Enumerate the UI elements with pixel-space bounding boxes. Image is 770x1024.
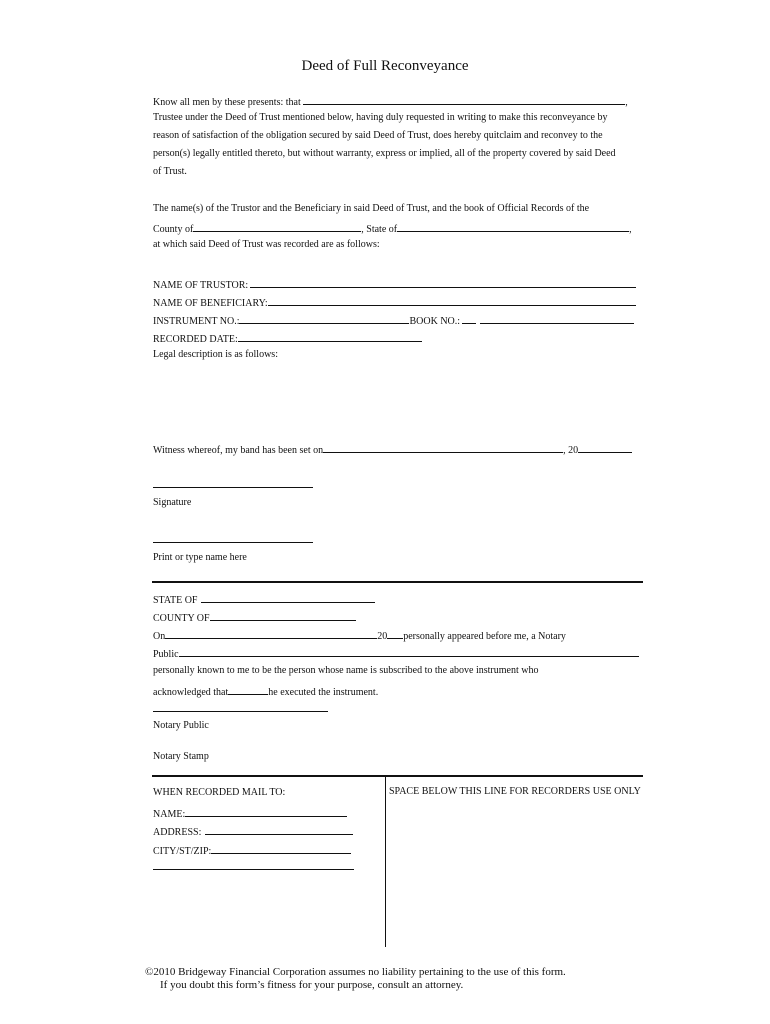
notary-public-line: Public xyxy=(153,646,639,661)
instrument-field: INSTRUMENT NO.: BOOK NO.: xyxy=(153,313,634,328)
notary-date-blank[interactable] xyxy=(165,628,377,639)
notary-county-field: COUNTY OF xyxy=(153,610,356,625)
signature-label: Signature xyxy=(153,497,192,508)
state-blank[interactable] xyxy=(397,221,629,232)
footer-advice: If you doubt this form’s fitness for your purpose, consult an attorney. xyxy=(160,979,464,991)
recorded-date-blank[interactable] xyxy=(238,331,422,342)
witness-date-blank[interactable] xyxy=(323,442,563,453)
intro-line-1: Know all men by these presents: that , xyxy=(153,94,628,109)
mail-name-field: NAME: xyxy=(153,806,347,821)
trustee-name-blank[interactable] xyxy=(303,94,625,105)
notary-state-field: STATE OF xyxy=(153,592,375,607)
recorder-use-label: SPACE BELOW THIS LINE FOR RECORDERS USE ONLY xyxy=(389,786,641,797)
notary-signature-line[interactable] xyxy=(153,711,328,712)
intro-line-3: reason of satisfaction of the obligation secured by said Deed of Trust, does hereby quitclaim and reconvey to the xyxy=(153,130,603,141)
signature-line[interactable] xyxy=(153,487,313,488)
names-line-1: The name(s) of the Trustor and the Beneficiary in said Deed of Trust, and the book of Official Records of the xyxy=(153,203,590,214)
column-divider xyxy=(385,777,386,947)
section-divider xyxy=(152,581,643,583)
notary-known-line: personally known to me to be the person whose name is subscribed to the above instrument who xyxy=(153,665,539,676)
recorded-date-field: RECORDED DATE: xyxy=(153,331,422,346)
names-line-3: at which said Deed of Trust was recorded are as follows: xyxy=(153,239,380,250)
witness-year-blank[interactable] xyxy=(578,442,632,453)
mail-name-blank[interactable] xyxy=(185,806,347,817)
notary-ack-line: acknowledged that he executed the instrument. xyxy=(153,684,378,699)
notary-year-blank[interactable] xyxy=(387,628,403,639)
ack-blank[interactable] xyxy=(228,684,268,695)
mail-city-blank[interactable] xyxy=(211,843,351,854)
notary-public-blank[interactable] xyxy=(179,646,639,657)
names-line-2: County of , State of , xyxy=(153,221,632,236)
notary-county-blank[interactable] xyxy=(210,610,356,621)
intro-line-5: of Trust. xyxy=(153,166,187,177)
legal-description-label: Legal description is as follows: xyxy=(153,349,278,360)
trustor-blank[interactable] xyxy=(250,277,636,288)
book-blank[interactable] xyxy=(480,313,634,324)
printed-name-line[interactable] xyxy=(153,542,313,543)
mail-heading: WHEN RECORDED MAIL TO: xyxy=(153,787,286,798)
trustor-field: NAME OF TRUSTOR: xyxy=(153,277,636,292)
document-title: Deed of Full Reconveyance xyxy=(301,58,469,74)
notary-on-line: On 20 personally appeared before me, a Notary xyxy=(153,628,566,643)
mail-extra-line[interactable] xyxy=(153,869,354,870)
footer-disclaimer: ©2010 Bridgeway Financial Corporation assumes no liability pertaining to the use of this form. xyxy=(145,966,566,978)
intro-line-2: Trustee under the Deed of Trust mentioned below, having duly requested in writing to make this reconveyance by xyxy=(153,112,608,123)
notary-stamp-label: Notary Stamp xyxy=(153,751,209,762)
notary-public-label: Notary Public xyxy=(153,720,209,731)
notary-state-blank[interactable] xyxy=(201,592,375,603)
mail-section-divider xyxy=(152,775,643,777)
witness-line: Witness whereof, my band has been set on , 20 xyxy=(153,442,632,457)
mail-address-blank[interactable] xyxy=(205,824,353,835)
book-prefix-blank[interactable] xyxy=(462,313,476,324)
mail-address-field: ADDRESS: xyxy=(153,824,353,839)
printed-name-label: Print or type name here xyxy=(153,552,247,563)
mail-city-field: CITY/ST/ZIP: xyxy=(153,843,351,858)
beneficiary-blank[interactable] xyxy=(268,295,636,306)
intro-line-4: person(s) legally entitled thereto, but without warranty, express or implied, all of the property covered by said Deed xyxy=(153,148,616,159)
instrument-blank[interactable] xyxy=(239,313,409,324)
beneficiary-field: NAME OF BENEFICIARY: xyxy=(153,295,636,310)
county-blank[interactable] xyxy=(193,221,361,232)
